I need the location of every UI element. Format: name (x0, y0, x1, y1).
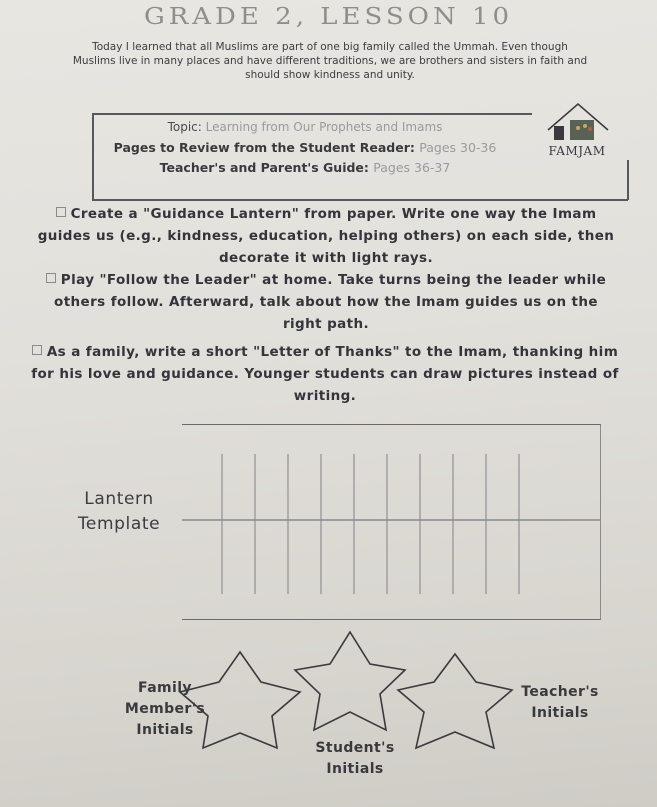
student-initials-label (290, 738, 420, 780)
lantern-template-label (64, 487, 174, 537)
info-box-border-bottom (92, 199, 628, 201)
famjam-logo-text: FAMJAM (548, 144, 606, 158)
guide-pages-value: Pages 36-37 (373, 160, 451, 175)
student-label-line2: Initials (326, 761, 384, 777)
teacher-label-line2: Initials (531, 705, 589, 721)
lantern-template-lines (182, 424, 602, 620)
task-letter-text: As a family, write a short "Letter of Thanks" to the Imam, thanking him for his love and guidance. Younger students can draw pictures instead of writing. (31, 344, 619, 404)
student-initials-star-shape (295, 632, 405, 730)
task-follow-leader (36, 269, 616, 335)
task-follow-leader-text: Play "Follow the Leader" at home. Take turns being the leader while others follow. Afterward, talk about how the Imam guides us on the right path. (54, 272, 607, 332)
topic-line (70, 120, 540, 134)
teacher-initials-label (500, 682, 620, 724)
task-letter-of-thanks (20, 341, 630, 407)
lantern-label-line1: Lantern (84, 489, 154, 509)
family-initials-label (110, 678, 220, 741)
reader-pages-line (60, 140, 550, 155)
task-lantern (36, 203, 616, 269)
guide-pages-label: Teacher's and Parent's Guide: (159, 160, 374, 175)
teacher-initials-star-shape (398, 654, 512, 748)
task-lantern-text: Create a "Guidance Lantern" from paper. Write one way the Imam guides us (e.g., kindness, education, helping others) on each side, then decorate it with light rays. (37, 206, 615, 266)
student-label-line1: Student's (315, 740, 395, 756)
teacher-label-line1: Teacher's (521, 684, 599, 700)
task-letter-checkbox[interactable] (32, 345, 42, 355)
family-label-line3: Initials (136, 722, 194, 738)
info-box-border-top (92, 113, 532, 115)
family-label-line2: Member's (124, 701, 206, 717)
lantern-label-line2: Template (77, 514, 161, 534)
reader-pages-label: Pages to Review from the Student Reader: (113, 140, 420, 155)
guide-pages-line (70, 160, 540, 175)
lesson-intro: Today I learned that all Muslims are part of one big family called the Ummah. Even though Muslims live in many places and have different traditions, we are brothers and sisters in faith and should show kindness and unity. (72, 41, 588, 81)
family-label-line1: Family (138, 680, 192, 696)
task-lantern-checkbox[interactable] (56, 207, 66, 217)
task-follow-leader-checkbox[interactable] (46, 273, 56, 283)
reader-pages-value: Pages 30-36 (419, 140, 497, 155)
lesson-title: GRADE 2, LESSON 10 (143, 3, 514, 31)
topic-value: Learning from Our Prophets and Imams (205, 120, 443, 134)
info-box-border-right (627, 160, 629, 200)
topic-label: Topic: (167, 120, 206, 134)
